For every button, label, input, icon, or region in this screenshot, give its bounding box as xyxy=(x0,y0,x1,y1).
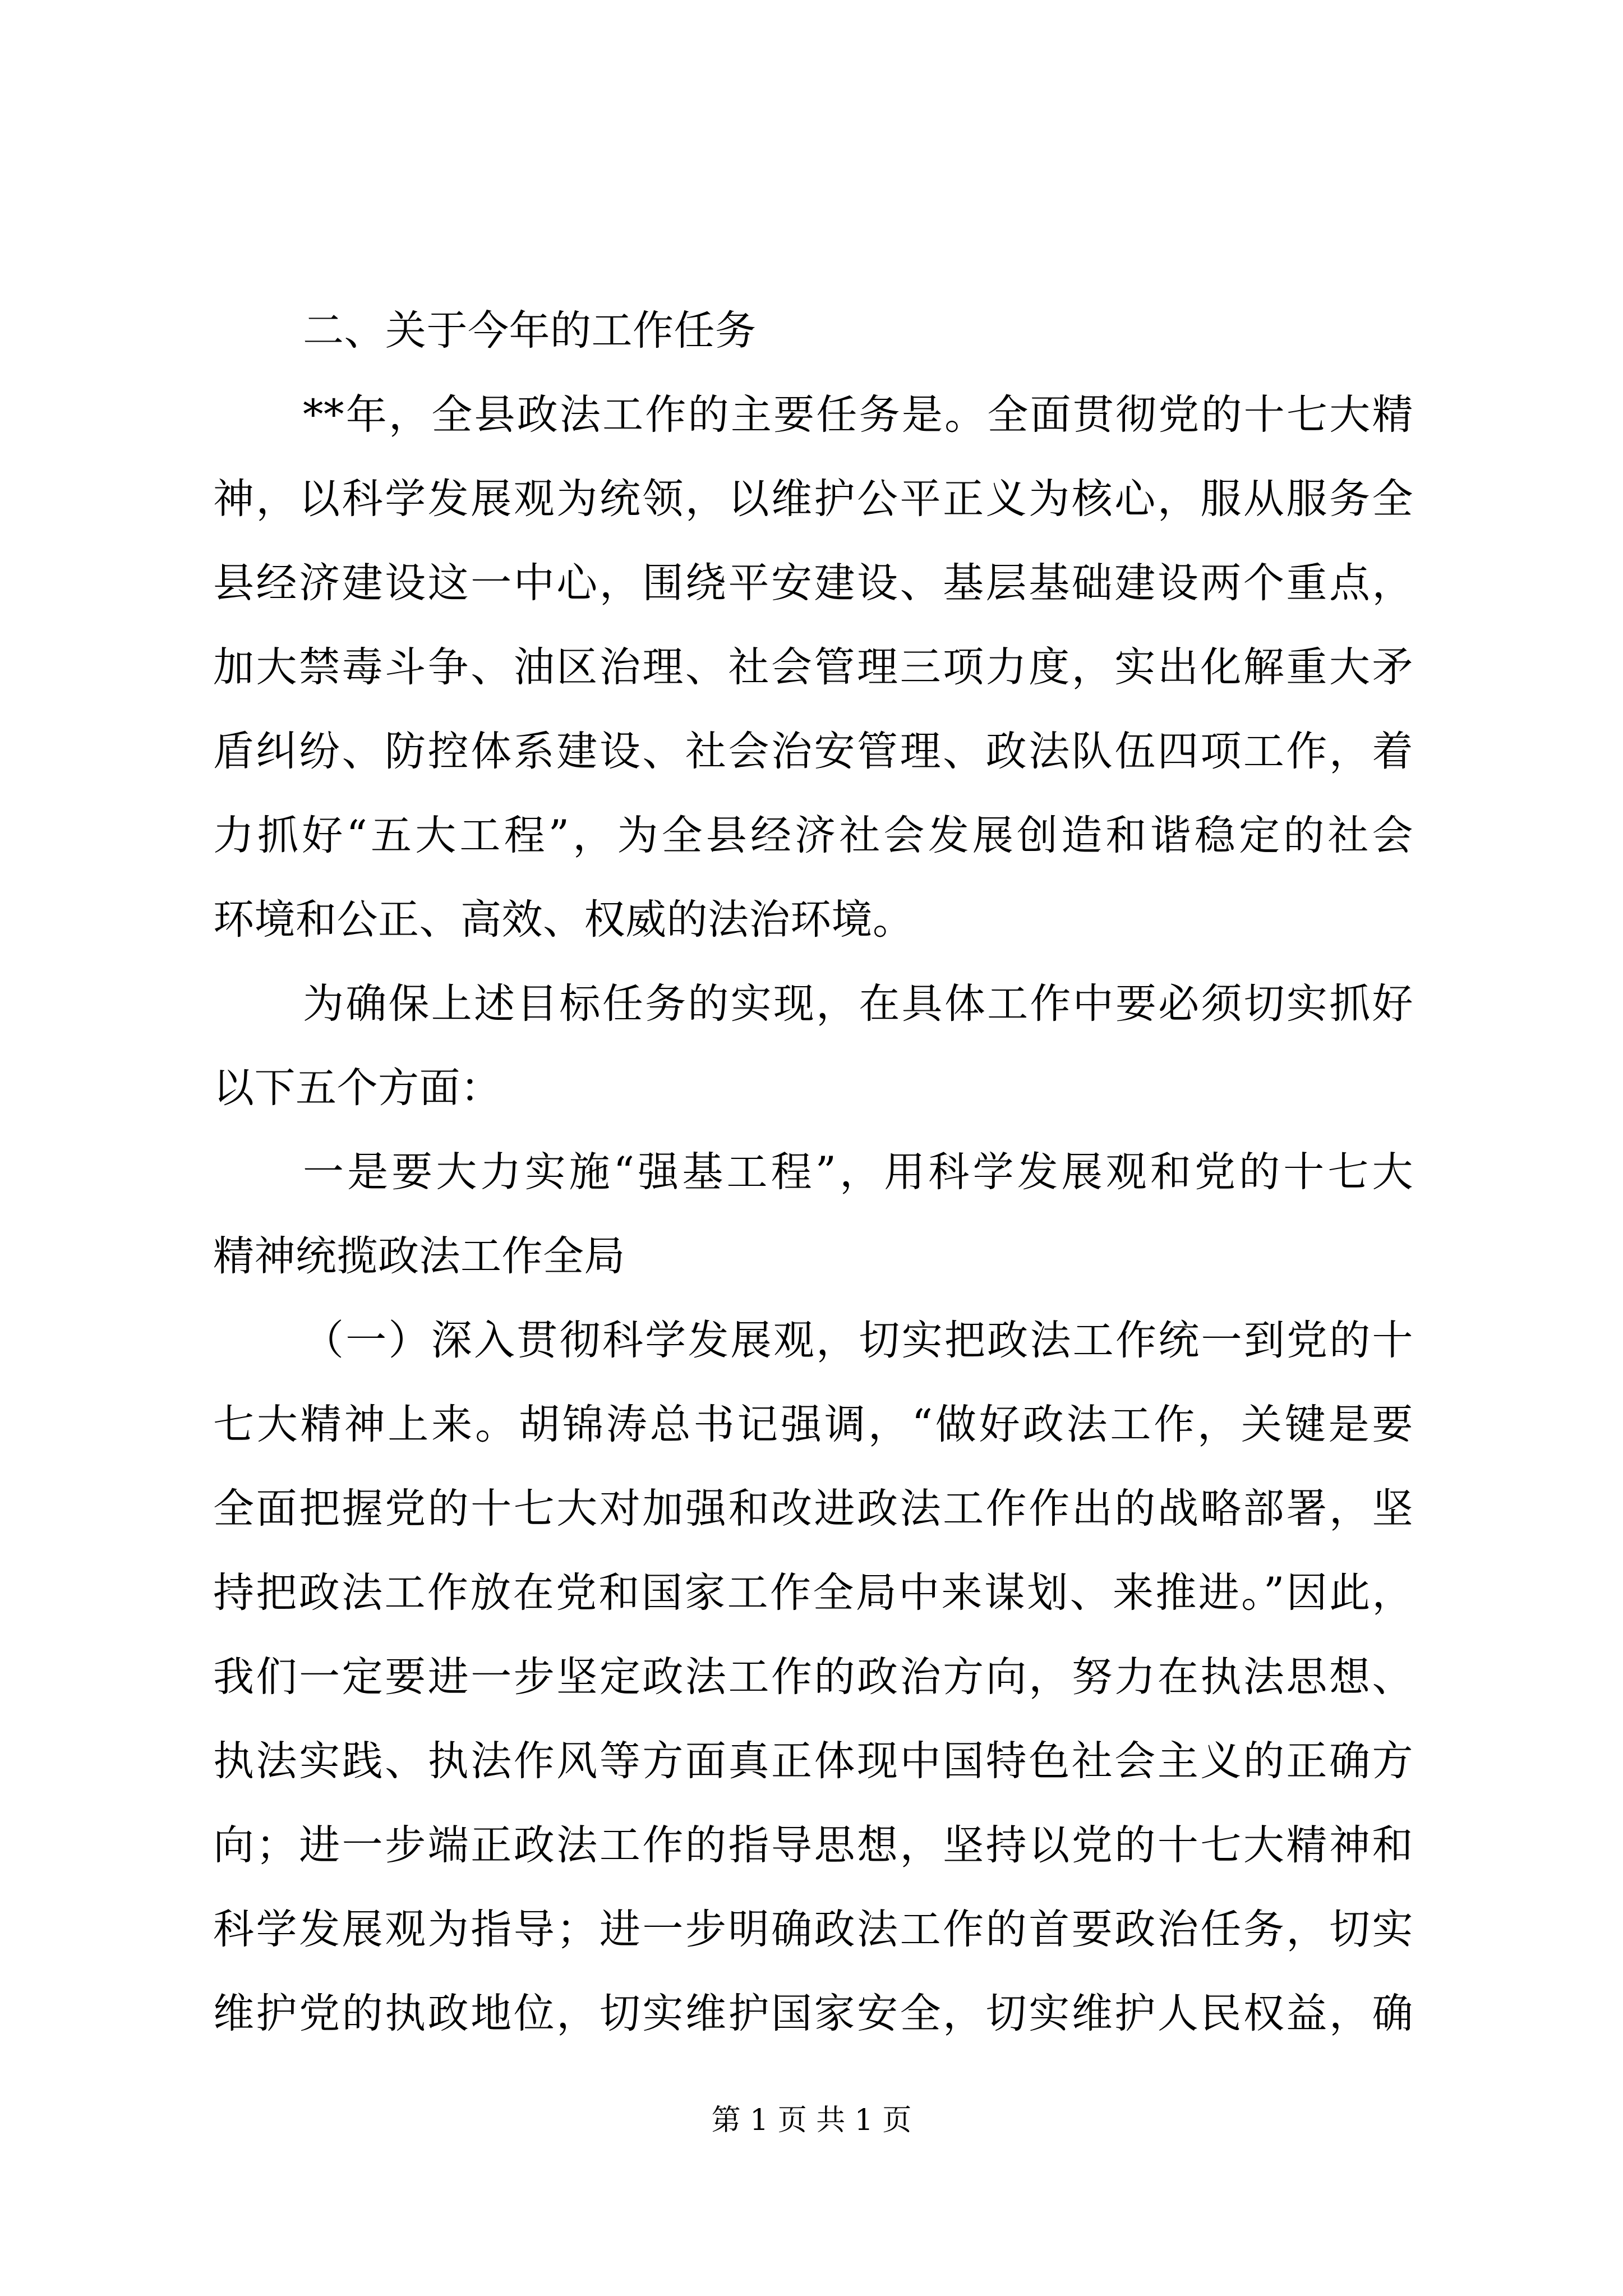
paragraph-line: 加大禁毒斗争、油区治理、社会管理三项力度，实出化解重大矛 xyxy=(213,643,1413,691)
paragraph-line: 神，以科学发展观为统领，以维护公平正义为核心，服从服务全 xyxy=(213,475,1413,523)
paragraph-line: 执法实践、执法作风等方面真正体现中国特色社会主义的正确方 xyxy=(213,1737,1413,1785)
paragraph-line: 七大精神上来。胡锦涛总书记强调，“做好政法工作，关键是要 xyxy=(213,1401,1413,1448)
paragraph-line: 以下五个方面： xyxy=(213,1064,502,1112)
paragraph-line: **年，全县政法工作的主要任务是。全面贯彻党的十七大精 xyxy=(303,391,1413,439)
paragraph-line: （一）深入贯彻科学发展观，切实把政法工作统一到党的十 xyxy=(303,1317,1413,1364)
paragraph-line: 全面把握党的十七大对加强和改进政法工作作出的战略部署，坚 xyxy=(213,1485,1413,1533)
paragraph-line: 力抓好“五大工程”，为全县经济社会发展创造和谐稳定的社会 xyxy=(213,812,1413,859)
paragraph-line: 为确保上述目标任务的实现，在具体工作中要必须切实抓好 xyxy=(303,980,1413,1028)
paragraph-line: 维护党的执政地位，切实维护国家安全，切实维护人民权益，确 xyxy=(213,1990,1413,2037)
section-heading: 二、关于今年的工作任务 xyxy=(303,307,757,355)
paragraph-line: 我们一定要进一步坚定政法工作的政治方向，努力在执法思想、 xyxy=(213,1653,1413,1701)
paragraph-line: 持把政法工作放在党和国家工作全局中来谋划、来推进。”因此， xyxy=(213,1569,1413,1617)
paragraph-line: 向；进一步端正政法工作的指导思想，坚持以党的十七大精神和 xyxy=(213,1821,1413,1869)
paragraph-line: 精神统揽政法工作全局 xyxy=(213,1232,625,1280)
paragraph-line: 盾纠纷、防控体系建设、社会治安管理、政法队伍四项工作，着 xyxy=(213,728,1413,775)
paragraph-line: 县经济建设这一中心，围绕平安建设、基层基础建设两个重点， xyxy=(213,559,1413,607)
paragraph-line: 一是要大力实施“强基工程”，用科学发展观和党的十七大 xyxy=(303,1148,1413,1196)
page-footer: 第 1 页 共 1 页 xyxy=(711,2104,912,2137)
paragraph-line: 环境和公正、高效、权威的法治环境。 xyxy=(213,896,914,944)
paragraph-line: 科学发展观为指导；进一步明确政法工作的首要政治任务，切实 xyxy=(213,1906,1413,1953)
